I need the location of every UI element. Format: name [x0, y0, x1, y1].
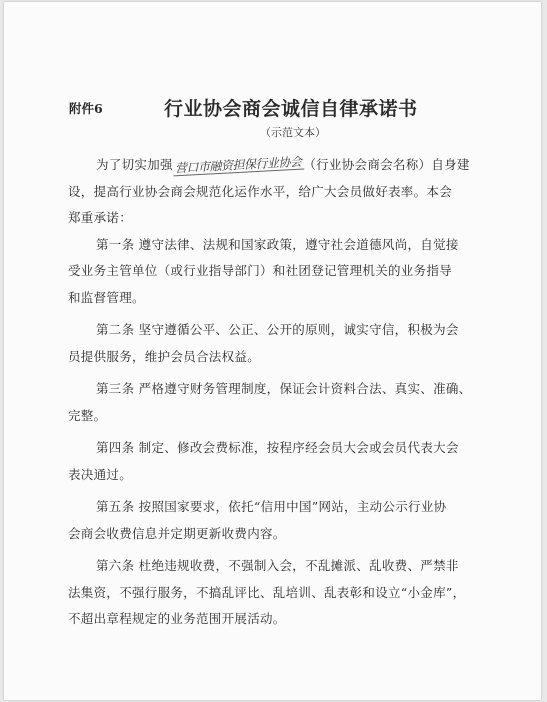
article-line: 第四条 制定、修改会费标准，按程序经会员大会或会员代表大会 — [96, 440, 459, 455]
article-line: 第三条 严格遵守财务管理制度，保证会计资料合法、真实、准确、 — [96, 381, 472, 396]
article-line: 和监督管理。 — [68, 289, 145, 305]
article-5 — [68, 494, 488, 547]
article-line: 受业务主管单位（或行业指导部门）和社团登记管理机关的业务指导 — [68, 263, 453, 278]
article-line: 第五条 按照国家要求，依托“信用中国”网站，主动公示行业协 — [96, 499, 447, 514]
document-body — [68, 152, 488, 633]
article-3 — [68, 376, 488, 429]
article-line: 会商会收费信息并定期更新收费内容。 — [68, 525, 286, 541]
document-subtitle: （示范文本） — [260, 126, 326, 139]
attachment-label: 附件6 — [69, 101, 103, 116]
article-line: 第一条 遵守法律、法规和国家政策，遵守社会道德风尚，自觉接 — [96, 236, 459, 252]
handwritten-association-name: 营口市融资担保行业协会 — [173, 155, 304, 177]
article-4 — [68, 435, 488, 488]
article-line: 不超出章程规定的业务范围开展活动。 — [68, 611, 286, 626]
article-2 — [68, 317, 488, 370]
article-line: 完整。 — [68, 407, 107, 423]
intro-line-3: 郑重承诺： — [68, 210, 133, 225]
document-title: 行业协会商会诚信自律承诺书 — [164, 98, 418, 120]
article-line: 第六条 杜绝违规收费，不强制入会，不乱摊派、乱收费、严禁非 — [96, 558, 459, 573]
article-line: 员提供服务，维护会员合法权益。 — [68, 348, 261, 364]
document-page — [4, 2, 541, 700]
header-row — [4, 94, 541, 120]
article-line: 法集资，不强行服务，不搞乱评比、乱培训、乱表彰和设立“小金库”， — [68, 584, 466, 600]
article-1 — [68, 232, 488, 312]
article-6 — [68, 553, 488, 633]
article-line: 表决通过。 — [68, 466, 133, 482]
article-line: 第二条 坚守遵循公平、公正、公开的原则，诚实守信，积极为会 — [96, 322, 459, 337]
intro-line-1: 为了切实加强 营口市融资担保行业协会 （行业协会商会名称）自身建 — [96, 154, 470, 176]
intro-line-2: 设，提高行业协会商会规范化运作水平，给广大会员做好表率。本会 — [68, 183, 453, 199]
